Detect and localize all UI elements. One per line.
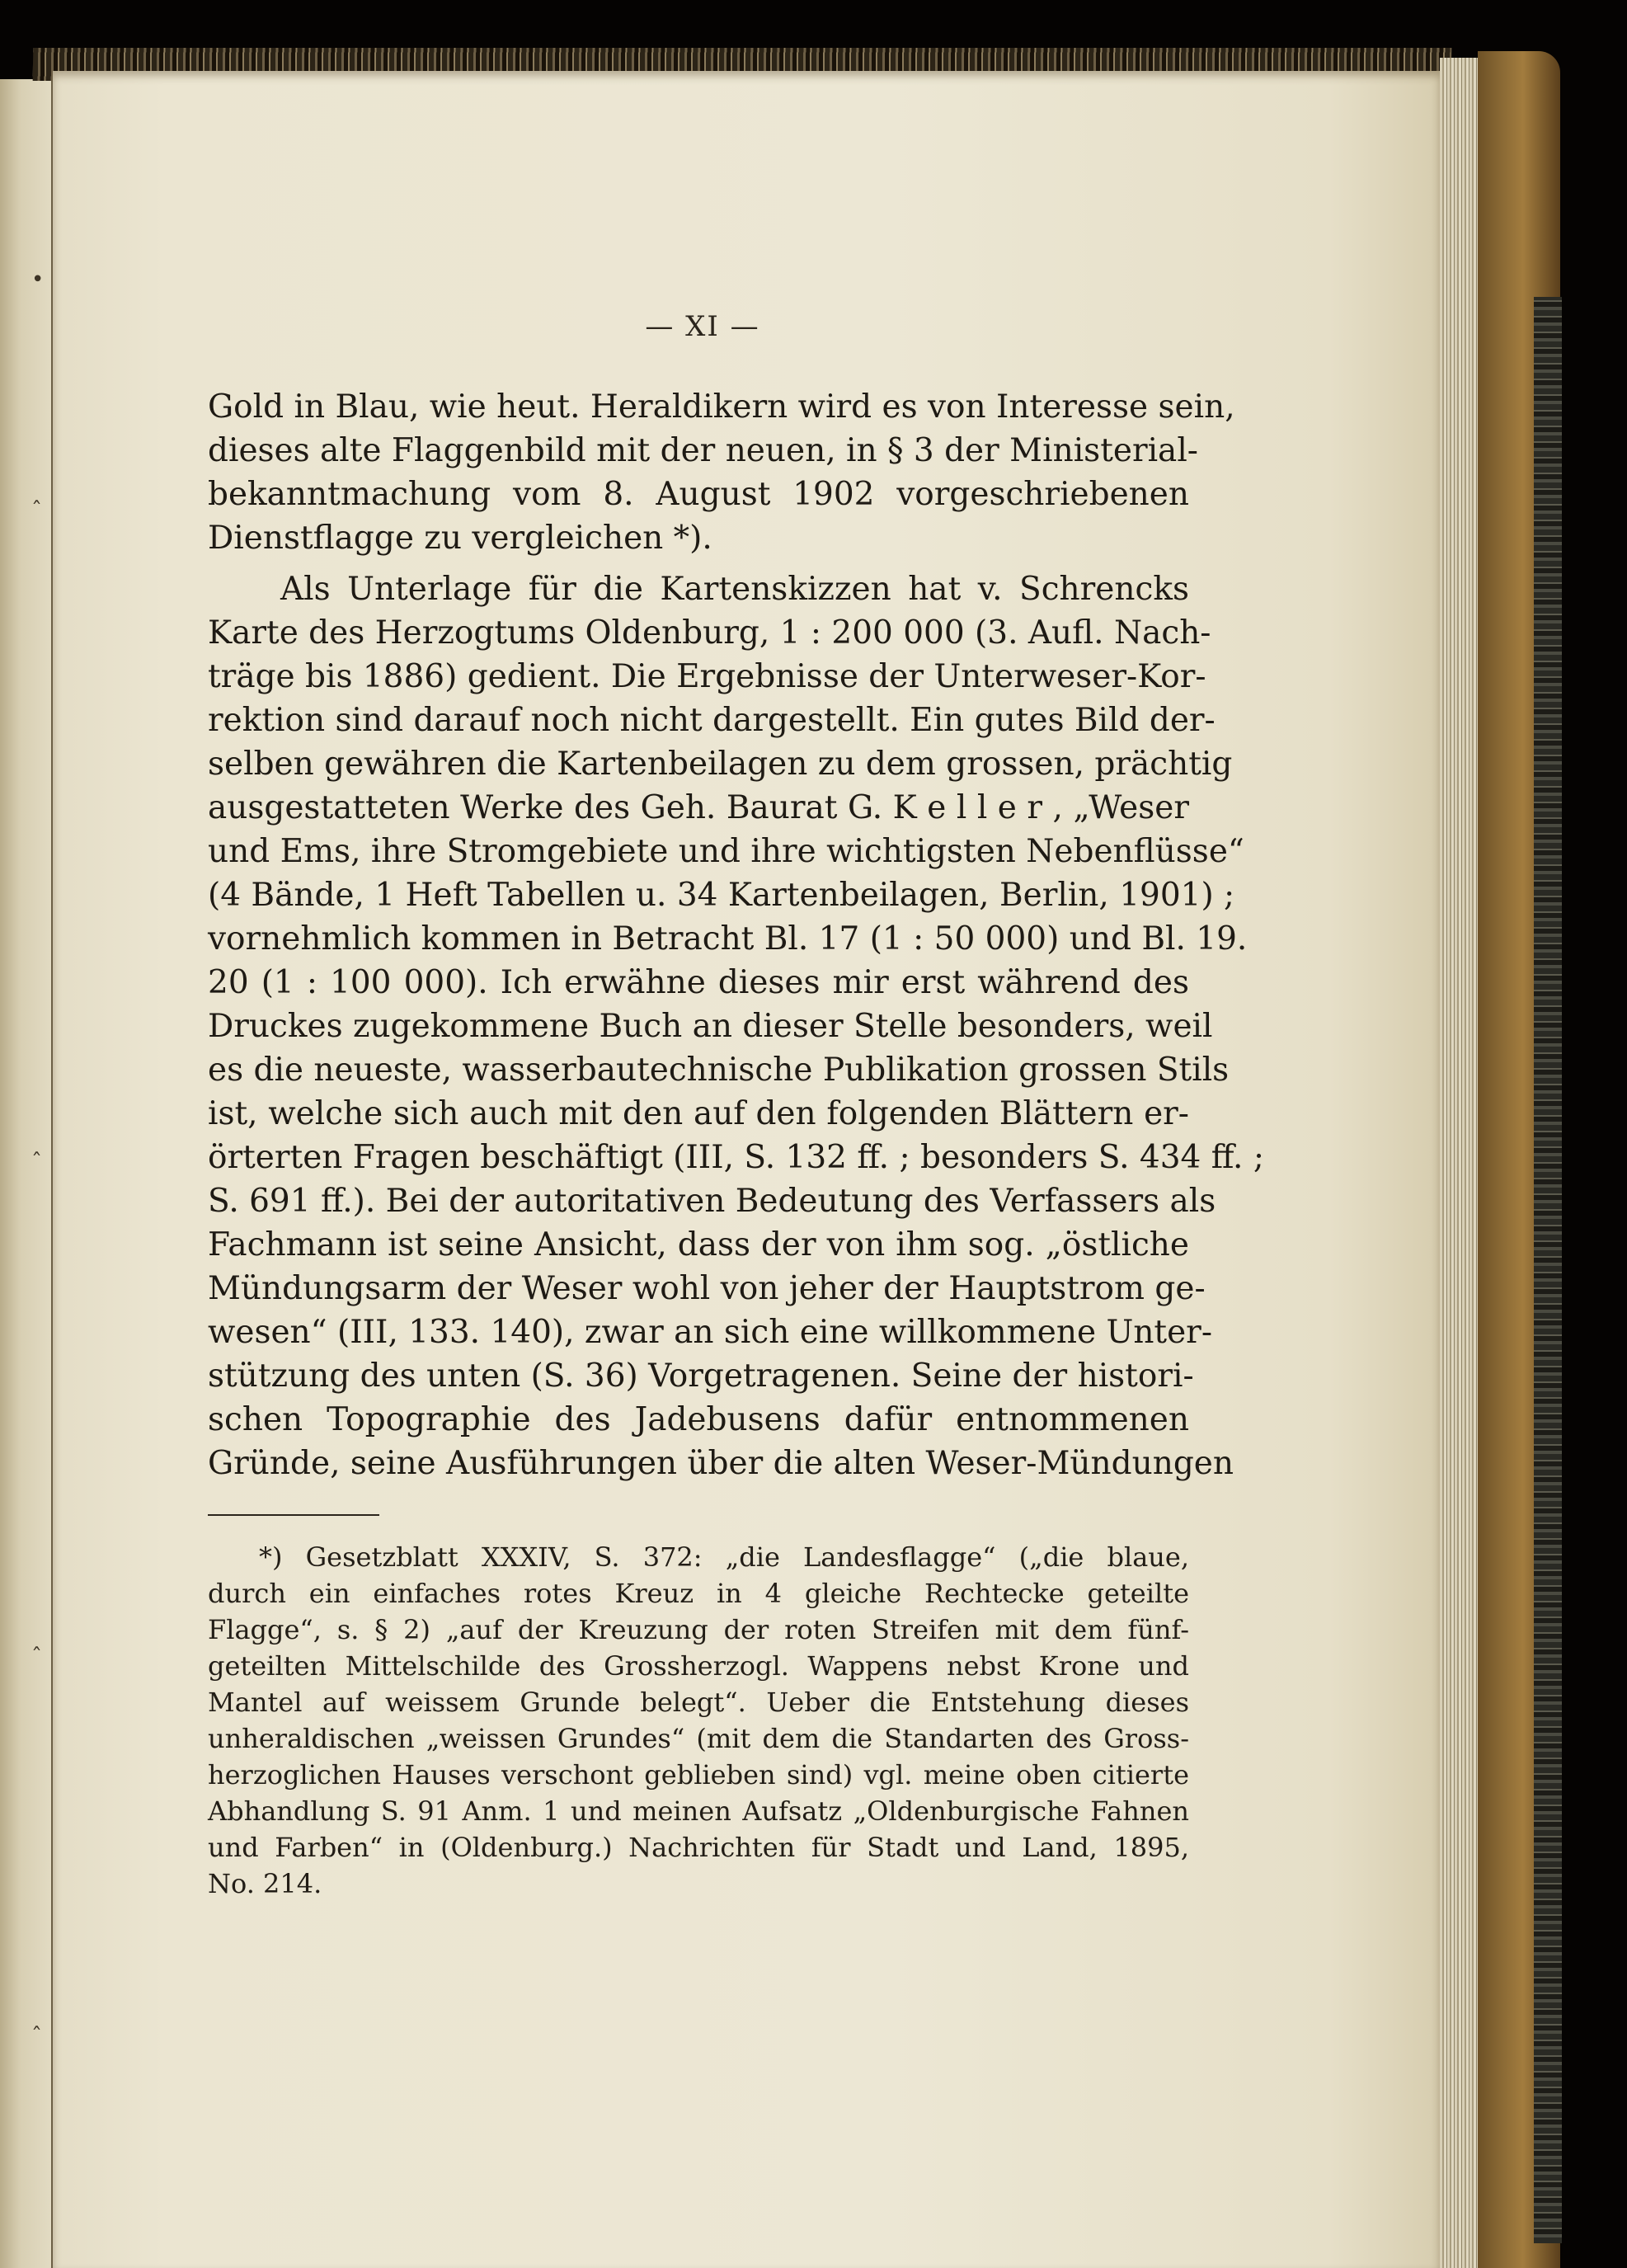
margin-mark-icon: ˆ xyxy=(31,1150,42,1174)
text-line: selben gewähren die Kartenbeilagen zu dem grossen, prächtig xyxy=(208,746,1233,783)
text-line: ist, welche sich auch mit den auf den folgenden Blättern er- xyxy=(208,1095,1189,1132)
text-line: Fachmann ist seine Ansicht, dass der von ihm sog. „östliche xyxy=(208,1226,1189,1263)
text-line: dieses alte Flaggenbild mit der neuen, in § 3 der Ministerial- xyxy=(208,432,1198,469)
page-number: — XI — xyxy=(645,310,760,343)
margin-mark-icon: ˆ xyxy=(31,1645,42,1669)
text-line: und Ems, ihre Stromgebiete und ihre wichtigsten Nebenflüsse“ xyxy=(208,833,1244,870)
footnote-line: Mantel auf weissem Grunde belegt“. Ueber die Entstehung dieses xyxy=(208,1687,1189,1718)
text-line: Als Unterlage für die Kartenskizzen hat v. Schrencks xyxy=(280,571,1189,608)
footnote-line: No. 214. xyxy=(208,1868,322,1899)
footnote-line: *) Gesetzblatt XXXIV, S. 372: „die Landesflagge“ („die blaue, xyxy=(259,1541,1189,1573)
text-line: schen Topographie des Jadebusens dafür entnommenen xyxy=(208,1401,1189,1438)
text-line: Druckes zugekommene Buch an dieser Stelle besonders, weil xyxy=(208,1008,1213,1045)
cover-marbled-edge xyxy=(1534,297,1562,2243)
margin-mark-icon: ˆ xyxy=(31,498,42,523)
text-line: es die neueste, wasserbautechnische Publikation grossen Stils xyxy=(208,1052,1230,1089)
text-line: bekanntmachung vom 8. August 1902 vorgeschriebenen xyxy=(208,476,1189,513)
page-stack-edge xyxy=(1440,58,1478,2268)
text-line: rektion sind darauf noch nicht dargestellt. Ein gutes Bild der- xyxy=(208,702,1216,739)
footnote-line: Flagge“, s. § 2) „auf der Kreuzung der roten Streifen mit dem fünf- xyxy=(208,1614,1189,1645)
left-page-edge xyxy=(0,79,53,2268)
text-line: stützung des unten (S. 36) Vorgetragenen. Seine der histori- xyxy=(208,1358,1194,1395)
footnote-line: herzoglichen Hauses verschont geblieben sind) vgl. meine oben citierte xyxy=(208,1759,1189,1790)
margin-mark-icon: ˆ xyxy=(31,2024,42,2049)
text-line: S. 691 ff.). Bei der autoritativen Bedeutung des Verfassers als xyxy=(208,1183,1216,1220)
text-line: wesen“ (III, 133. 140), zwar an sich eine willkommene Unter- xyxy=(208,1314,1213,1351)
text-line: (4 Bände, 1 Heft Tabellen u. 34 Kartenbeilagen, Berlin, 1901) ; xyxy=(208,877,1235,914)
text-line: ausgestatteten Werke des Geh. Baurat G. K e l l e r , „Weser xyxy=(208,789,1189,826)
text-line: Dienstflagge zu vergleichen *). xyxy=(208,520,712,557)
text-line: Gold in Blau, wie heut. Heraldikern wird es von Interesse sein, xyxy=(208,388,1235,426)
footnote-line: durch ein einfaches rotes Kreuz in 4 gleiche Rechtecke geteilte xyxy=(208,1578,1189,1609)
margin-mark-icon: • xyxy=(31,267,45,292)
text-line: Mündungsarm der Weser wohl von jeher der Hauptstrom ge- xyxy=(208,1270,1206,1307)
footnote-rule xyxy=(208,1514,379,1516)
text-line: Karte des Herzogtums Oldenburg, 1 : 200 000 (3. Aufl. Nach- xyxy=(208,614,1211,652)
footnote-line: und Farben“ in (Oldenburg.) Nachrichten für Stadt und Land, 1895, xyxy=(208,1832,1189,1863)
footnote-line: unheraldischen „weissen Grundes“ (mit dem die Standarten des Gross- xyxy=(208,1723,1189,1754)
text-line: 20 (1 : 100 000). Ich erwähne dieses mir erst während des xyxy=(208,964,1189,1001)
text-line: Gründe, seine Ausführungen über die alten Weser-Mündungen xyxy=(208,1445,1234,1482)
text-line: träge bis 1886) gedient. Die Ergebnisse der Unterweser-Kor- xyxy=(208,658,1206,695)
footnote-line: geteilten Mittelschilde des Grossherzogl. Wappens nebst Krone und xyxy=(208,1650,1189,1682)
text-line: vornehmlich kommen in Betracht Bl. 17 (1 : 50 000) und Bl. 19. xyxy=(208,920,1248,958)
footnote-line: Abhandlung S. 91 Anm. 1 und meinen Aufsatz „Oldenburgische Fahnen xyxy=(208,1795,1189,1827)
text-line: örterten Fragen beschäftigt (III, S. 132 ff. ; besonders S. 434 ff. ; xyxy=(208,1139,1264,1176)
